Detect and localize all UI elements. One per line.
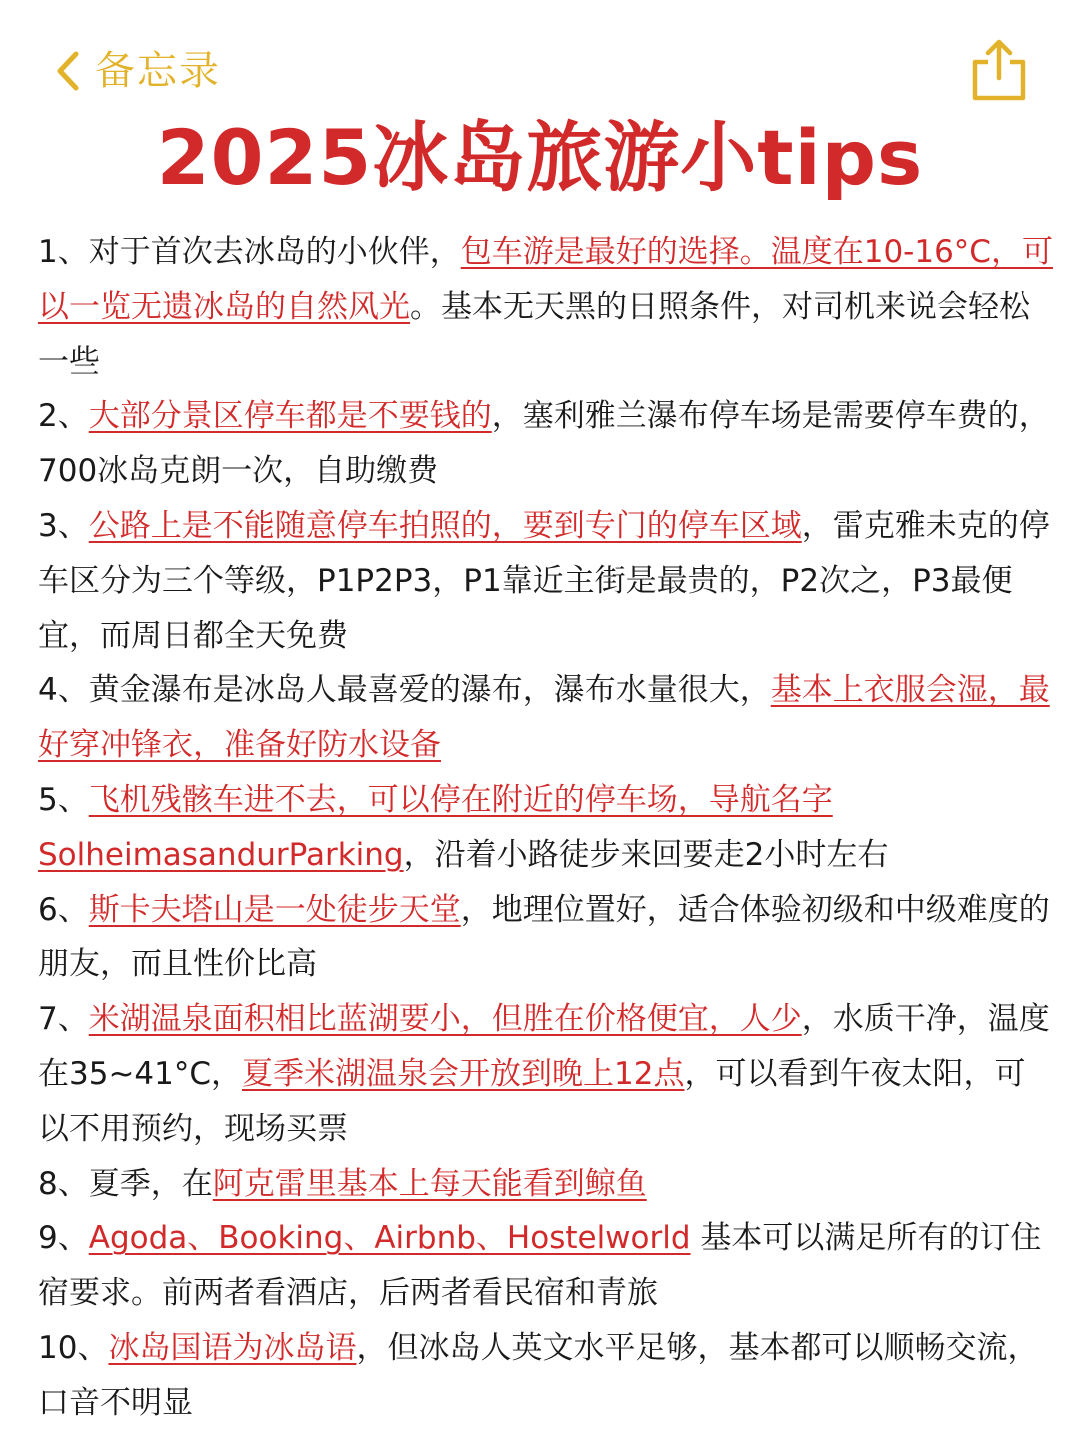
tip-text: ，地理位置好，适合体验初级和中级难度的朋友，而且性价比高	[38, 891, 1050, 983]
tips-list	[38, 225, 1053, 1431]
tip-text: ，水质干净，温度在35~41°C，	[38, 1001, 1050, 1092]
tip-item	[38, 225, 1053, 389]
back-button[interactable]	[55, 42, 221, 100]
nav-bar	[0, 0, 1080, 110]
tip-text: 9、	[38, 1220, 89, 1257]
tip-text: 基本可以满足所有的订住宿要求。前两者看酒店，后两者看民宿和青旅	[38, 1220, 1042, 1312]
tip-text: ，沿着小路徒步来回要走2小时左右	[403, 836, 889, 873]
tip-highlight: 斯卡夫塔山是一处徒步天堂	[88, 891, 461, 928]
tip-text: 8、夏季，在	[38, 1165, 213, 1202]
chevron-left-icon	[55, 50, 81, 92]
tip-highlight: 飞机残骸车进不去，可以停在附近的停车场，导航名字SolheimasandurParking	[38, 781, 833, 873]
back-label: 备忘录	[95, 48, 221, 94]
tip-item	[38, 1321, 1053, 1431]
tip-item	[38, 883, 1053, 993]
tip-highlight: 米湖温泉面积相比蓝湖要小，但胜在价格便宜，人少	[88, 1001, 802, 1038]
tip-highlight: 公路上是不能随意停车拍照的，要到专门的停车区域	[88, 507, 802, 544]
tip-text: 2、	[38, 398, 89, 435]
tip-item	[38, 1211, 1053, 1321]
tip-item	[38, 389, 1053, 499]
tip-highlight: 阿克雷里基本上每天能看到鲸鱼	[212, 1165, 647, 1202]
tip-text: 7、	[38, 1001, 89, 1038]
tip-highlight: 基本上衣服会湿，最好穿冲锋衣，准备好防水设备	[38, 672, 1050, 764]
tip-text: 10、	[38, 1329, 109, 1366]
tip-item	[38, 499, 1053, 663]
page-title: 2025冰岛旅游小tips	[156, 113, 924, 202]
tip-text: ，塞利雅兰瀑布停车场是需要停车费的，700冰岛克朗一次，自助缴费	[38, 398, 1050, 490]
tip-item	[38, 663, 1053, 773]
tip-text: 。基本无天黑的日照条件，对司机来说会轻松一些	[38, 288, 1030, 380]
tip-item	[38, 1157, 1053, 1212]
tip-item	[38, 992, 1053, 1156]
tip-text: ，但冰岛人英文水平足够，基本都可以顺畅交流，口音不明显	[38, 1329, 1039, 1421]
tip-text: ，可以看到午夜太阳，可以不用预约，现场买票	[38, 1055, 1026, 1147]
tip-highlight: 夏季米湖温泉会开放到晚上12点	[242, 1055, 685, 1092]
share-button[interactable]	[968, 38, 1030, 104]
tip-text: 4、黄金瀑布是冰岛人最喜爱的瀑布，瀑布水量很大，	[38, 672, 771, 709]
tip-text: ，雷克雅未克的停车区分为三个等级，P1P2P3，P1靠近主街是最贵的，P2次之，P3最便宜，而周日都全天免费	[38, 507, 1050, 654]
tip-highlight: 大部分景区停车都是不要钱的	[88, 398, 492, 435]
tip-highlight: 包车游是最好的选择。温度在10-16°C，可以一览无遗冰岛的自然风光	[38, 234, 1053, 325]
tip-highlight: 冰岛国语为冰岛语	[108, 1329, 357, 1366]
tip-text: 6、	[38, 891, 89, 928]
tip-item	[38, 773, 1053, 883]
tip-text: 5、	[38, 781, 89, 818]
tip-highlight: Agoda、Booking、Airbnb、Hostelworld	[88, 1220, 691, 1257]
tip-text: 1、对于首次去冰岛的小伙伴，	[38, 234, 461, 270]
tip-text: 3、	[38, 507, 89, 544]
share-icon	[968, 38, 1030, 104]
